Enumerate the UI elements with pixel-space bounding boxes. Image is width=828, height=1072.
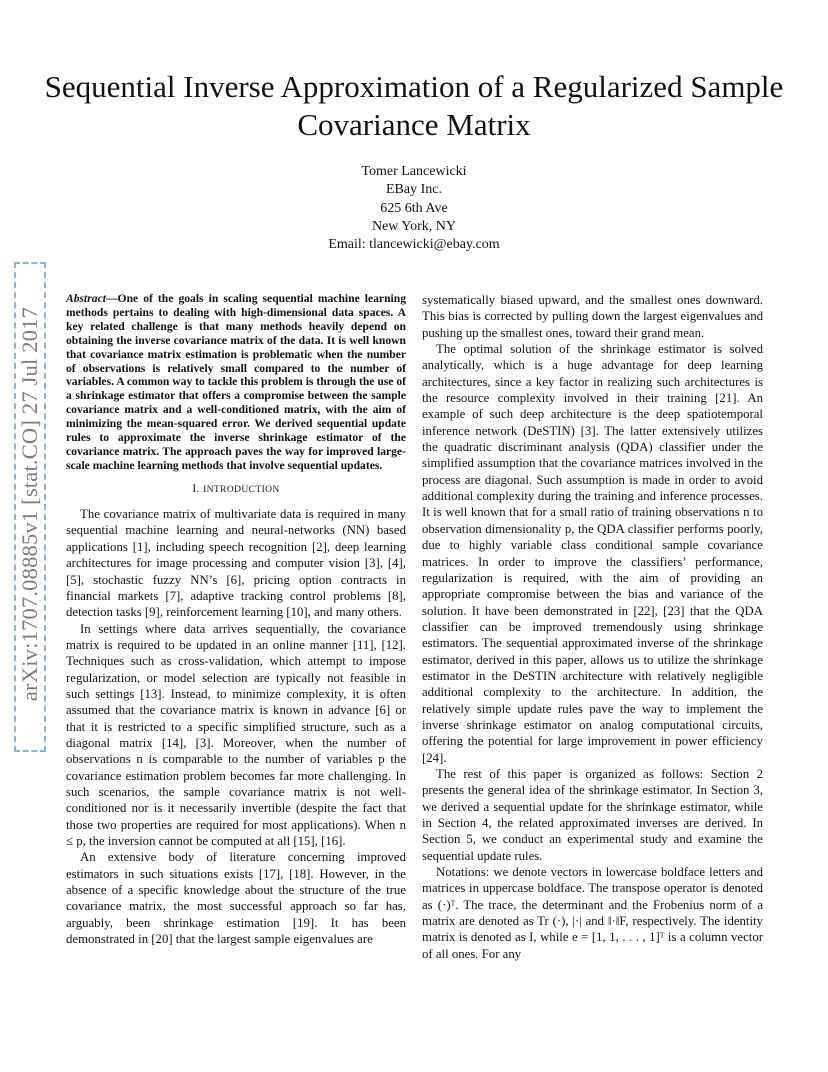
body-paragraph: Notations: we denote vectors in lowercase boldface letters and matrices in uppercase boldface. The transpose operator is denoted as (·)ᵀ. The trace, the determinant and the Frobenius norm of a matrix are denoted as Tr (·), |·| and ‖·‖F, respectively. The identity matrix is denoted as I, while e = [1, 1, . . . , 1]ᵀ is a column vector of all ones. For any	[422, 865, 763, 961]
author-affiliation: EBay Inc.	[386, 182, 442, 198]
body-paragraph: The optimal solution of the shrinkage estimator is solved analytically, which is a huge advantage for deep learning architectures, since a key factor in realizing such architectures is the resource complexity involved in their training [21]. An example of such deep architecture is the deep spatiotemporal inference network (DeSTIN) [3]. The latter extensively utilizes the quadratic discriminant analysis (QDA) classifier under the simplified assumption that the covariance matrices involved in the process are diagonal. Such assumption is made in order to avoid additional complexity during the training and inference processes. It is well known that for a small ratio of training observations n to observation dimensionality p, the QDA classifier performs poorly, due to highly variable class conditional sample covariance matrices. In order to improve the classifiers’ performance, regularization is required, with the aim of providing an appropriate compromise between the bias and variance of the solution. It have been demonstrated in [22], [23] that the QDA classifier can be improved tremendously using shrinkage estimators. The sequential approximated inverse of the shrinkage estimator, derived in this paper, allows us to utilize the shrinkage estimator in the DeSTIN architecture with relatively negligible additional complexity to the architecture. In addition, the relatively simple update rules pave the way to implement the inverse shrinkage estimator on analog computational circuits, offering the potential for large improvement in power efficiency [24].	[422, 342, 763, 765]
arxiv-stamp[interactable]: arXiv:1707.08885v1 [stat.CO] 27 Jul 2017	[17, 306, 42, 702]
section-heading-introduction	[66, 481, 406, 498]
intro-paragraph: An extensive body of literature concerning improved estimators in such situations exists [17], [18]. However, in the absence of a specific knowledge about the structure of the true covariance matrix, the most successful approach so far has, arguably, been shrinkage estimation [19]. It has been demonstrated in [20] that the largest sample eigenvalues are	[66, 850, 406, 947]
left-column	[66, 292, 406, 947]
abstract	[66, 292, 406, 473]
author-name: Tomer Lancewicki	[361, 164, 467, 179]
abstract-label: Abstract	[66, 292, 106, 305]
author-city: New York, NY	[371, 218, 456, 234]
body-paragraph: The rest of this paper is organized as follows: Section 2 presents the general idea of the shrinkage estimator. In Section 3, we derived a sequential update for the shrinkage estimator, while in Section 4, the related approximated inverses are derived. In Section 5, we conduct an experimental study and examine the sequential update rules.	[422, 766, 763, 863]
abstract-text: —One of the goals in scaling sequential machine learning methods pertains to dealing with high-dimensional data spaces. A key related challenge is that many methods heavily depend on obtaining the inverse covariance matrix of the data. It is well known that covariance matrix estimation is problematic when the number of observations is relatively small compared to the number of variables. A common way to tackle this problem is through the use of a shrinkage estimator that offers a compromise between the sample covariance matrix and a well-conditioned matrix, with the aim of minimizing the mean-squared error. We derived sequential update rules to approximate the inverse shrinkage estimator of the covariance matrix. The approach paves the way for improved large-scale machine learning methods that involve sequential updates.	[66, 292, 406, 472]
intro-paragraph: In settings where data arrives sequentially, the covariance matrix is required to be updated in an online manner [11], [12]. Techniques such as cross-validation, which attempt to impose regularization, or model selection are typically not feasible in such settings [13]. Instead, to minimize complexity, it is often assumed that the covariance matrix is known in advance [6] or that it is restricted to a specific simplified structure, such as a diagonal matrix [14], [3]. Moreover, when the number of observations n is comparable to the number of variables p the covariance estimation problem becomes far more challenging. In such scenarios, the sample covariance matrix is not well-conditioned nor is it necessarily invertible (despite the fact that those two properties are required for most applications). When n ≤ p, the inversion cannot be computed at all [15], [16].	[66, 621, 406, 848]
author-email: Email: tlancewicki@ebay.com	[328, 237, 500, 253]
right-column	[422, 292, 763, 962]
paper-title: Sequential Inverse Approximation of a Regularized Sample Covariance Matrix	[44, 69, 784, 142]
author-block	[0, 163, 828, 254]
body-paragraph: systematically biased upward, and the smallest ones downward. This bias is corrected by pulling down the largest eigenvalues and pushing up the smallest ones, toward their grand mean.	[422, 293, 763, 340]
intro-paragraph: The covariance matrix of multivariate data is required in many sequential machine learning and neural-networks (NN) based applications [1], including speech recognition [2], deep learning architectures for image processing and computer vision [3], [4], [5], stochastic fuzzy NN’s [6], pricing option contracts in financial markets [7], adaptive tracking control problems [8], detection tasks [9], reinforcement learning [10], and many others.	[66, 507, 406, 620]
author-street: 625 6th Ave	[380, 200, 448, 216]
section-title: INTRODUCTION	[203, 484, 280, 495]
section-number: I.	[192, 482, 204, 495]
